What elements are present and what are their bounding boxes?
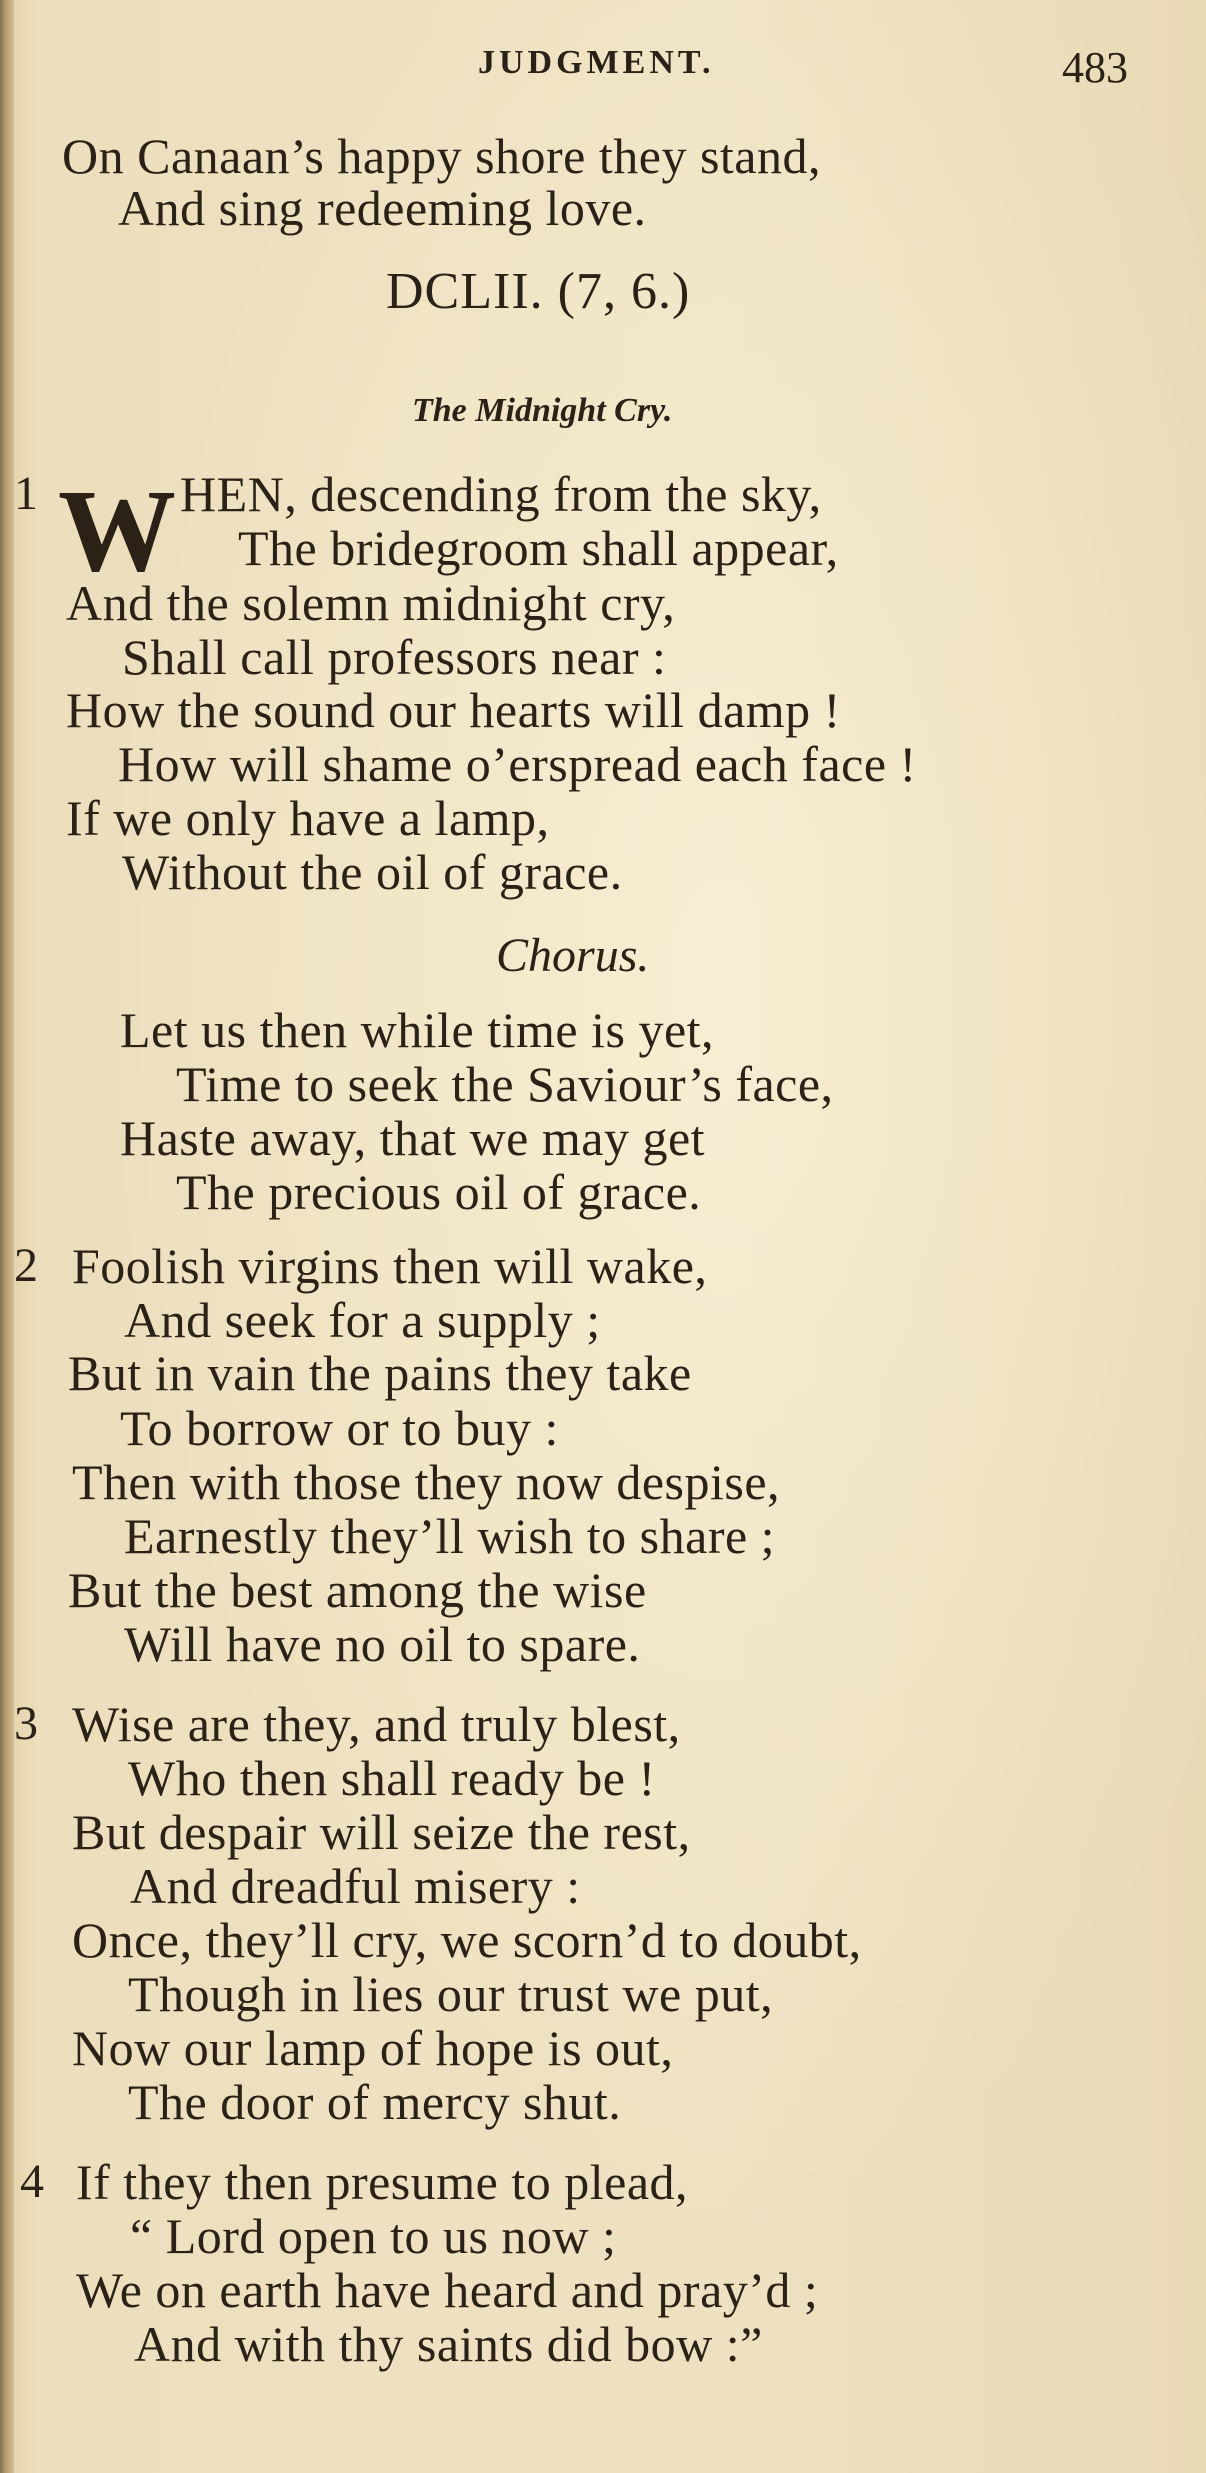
running-head-title: JUDGMENT. xyxy=(478,44,715,81)
chorus-label: Chorus. xyxy=(496,929,650,982)
carryover-line-1: On Canaan’s happy shore they stand, xyxy=(62,128,822,184)
stanza4-line-1: If they then presume to plead, xyxy=(76,2154,689,2210)
stanza1-line-4: Shall call professors near : xyxy=(122,629,667,685)
chorus-line-3: Haste away, that we may get xyxy=(120,1110,706,1166)
stanza2-line-4: To borrow or to buy : xyxy=(120,1400,559,1456)
stanza3-line-1: Wise are they, and truly blest, xyxy=(72,1696,681,1752)
drop-cap: W xyxy=(58,465,176,596)
stanza3-line-3: But despair will seize the rest, xyxy=(72,1804,691,1860)
stanza3-line-2: Who then shall ready be ! xyxy=(128,1750,656,1806)
stanza1-line-2: The bridegroom shall appear, xyxy=(238,520,839,576)
stanza1-line-1: HEN, descending from the sky, xyxy=(180,466,822,522)
stanza4-line-2: “ Lord open to us now ; xyxy=(130,2208,617,2264)
stanza3-line-7: Now our lamp of hope is out, xyxy=(72,2020,674,2076)
stanza2-line-1: Foolish virgins then will wake, xyxy=(72,1238,708,1294)
stanza4-line-3: We on earth have heard and pray’d ; xyxy=(76,2262,819,2318)
stanza1-line-6: How will shame o’erspread each face ! xyxy=(118,736,917,792)
stanza1-line-3: And the solemn midnight cry, xyxy=(66,575,676,631)
stanza3-line-8: The door of mercy shut. xyxy=(128,2074,622,2130)
stanza-number-4: 4 xyxy=(20,2155,44,2208)
stanza-number-3: 3 xyxy=(14,1697,38,1750)
chorus-line-4: The precious oil of grace. xyxy=(176,1164,702,1220)
stanza2-line-5: Then with those they now despise, xyxy=(72,1454,781,1510)
stanza3-line-6: Though in lies our trust we put, xyxy=(128,1966,774,2022)
running-head xyxy=(0,42,1206,92)
stanza-number-2: 2 xyxy=(14,1239,38,1292)
stanza-number-1: 1 xyxy=(14,467,38,520)
hymn-number: DCLII. (7, 6.) xyxy=(386,263,691,320)
hymn-title: The Midnight Cry. xyxy=(412,392,673,429)
stanza3-line-4: And dreadful misery : xyxy=(130,1858,581,1914)
page-gutter-edge xyxy=(0,0,14,2473)
stanza2-line-7: But the best among the wise xyxy=(68,1562,647,1618)
stanza1-line-8: Without the oil of grace. xyxy=(122,844,623,900)
chorus-line-1: Let us then while time is yet, xyxy=(120,1002,715,1058)
stanza2-line-2: And seek for a supply ; xyxy=(124,1292,601,1348)
carryover-line-2: And sing redeeming love. xyxy=(118,180,647,236)
chorus-line-2: Time to seek the Saviour’s face, xyxy=(176,1056,834,1112)
stanza2-line-3: But in vain the pains they take xyxy=(68,1345,692,1401)
page-number: 483 xyxy=(1062,43,1128,92)
stanza1-line-7: If we only have a lamp, xyxy=(66,790,550,846)
stanza2-line-8: Will have no oil to spare. xyxy=(124,1616,641,1672)
stanza3-line-5: Once, they’ll cry, we scorn’d to doubt, xyxy=(72,1912,862,1968)
stanza4-line-4: And with thy saints did bow :” xyxy=(134,2316,763,2372)
stanza1-line-5: How the sound our hearts will damp ! xyxy=(66,682,841,738)
stanza2-line-6: Earnestly they’ll wish to share ; xyxy=(124,1508,776,1564)
